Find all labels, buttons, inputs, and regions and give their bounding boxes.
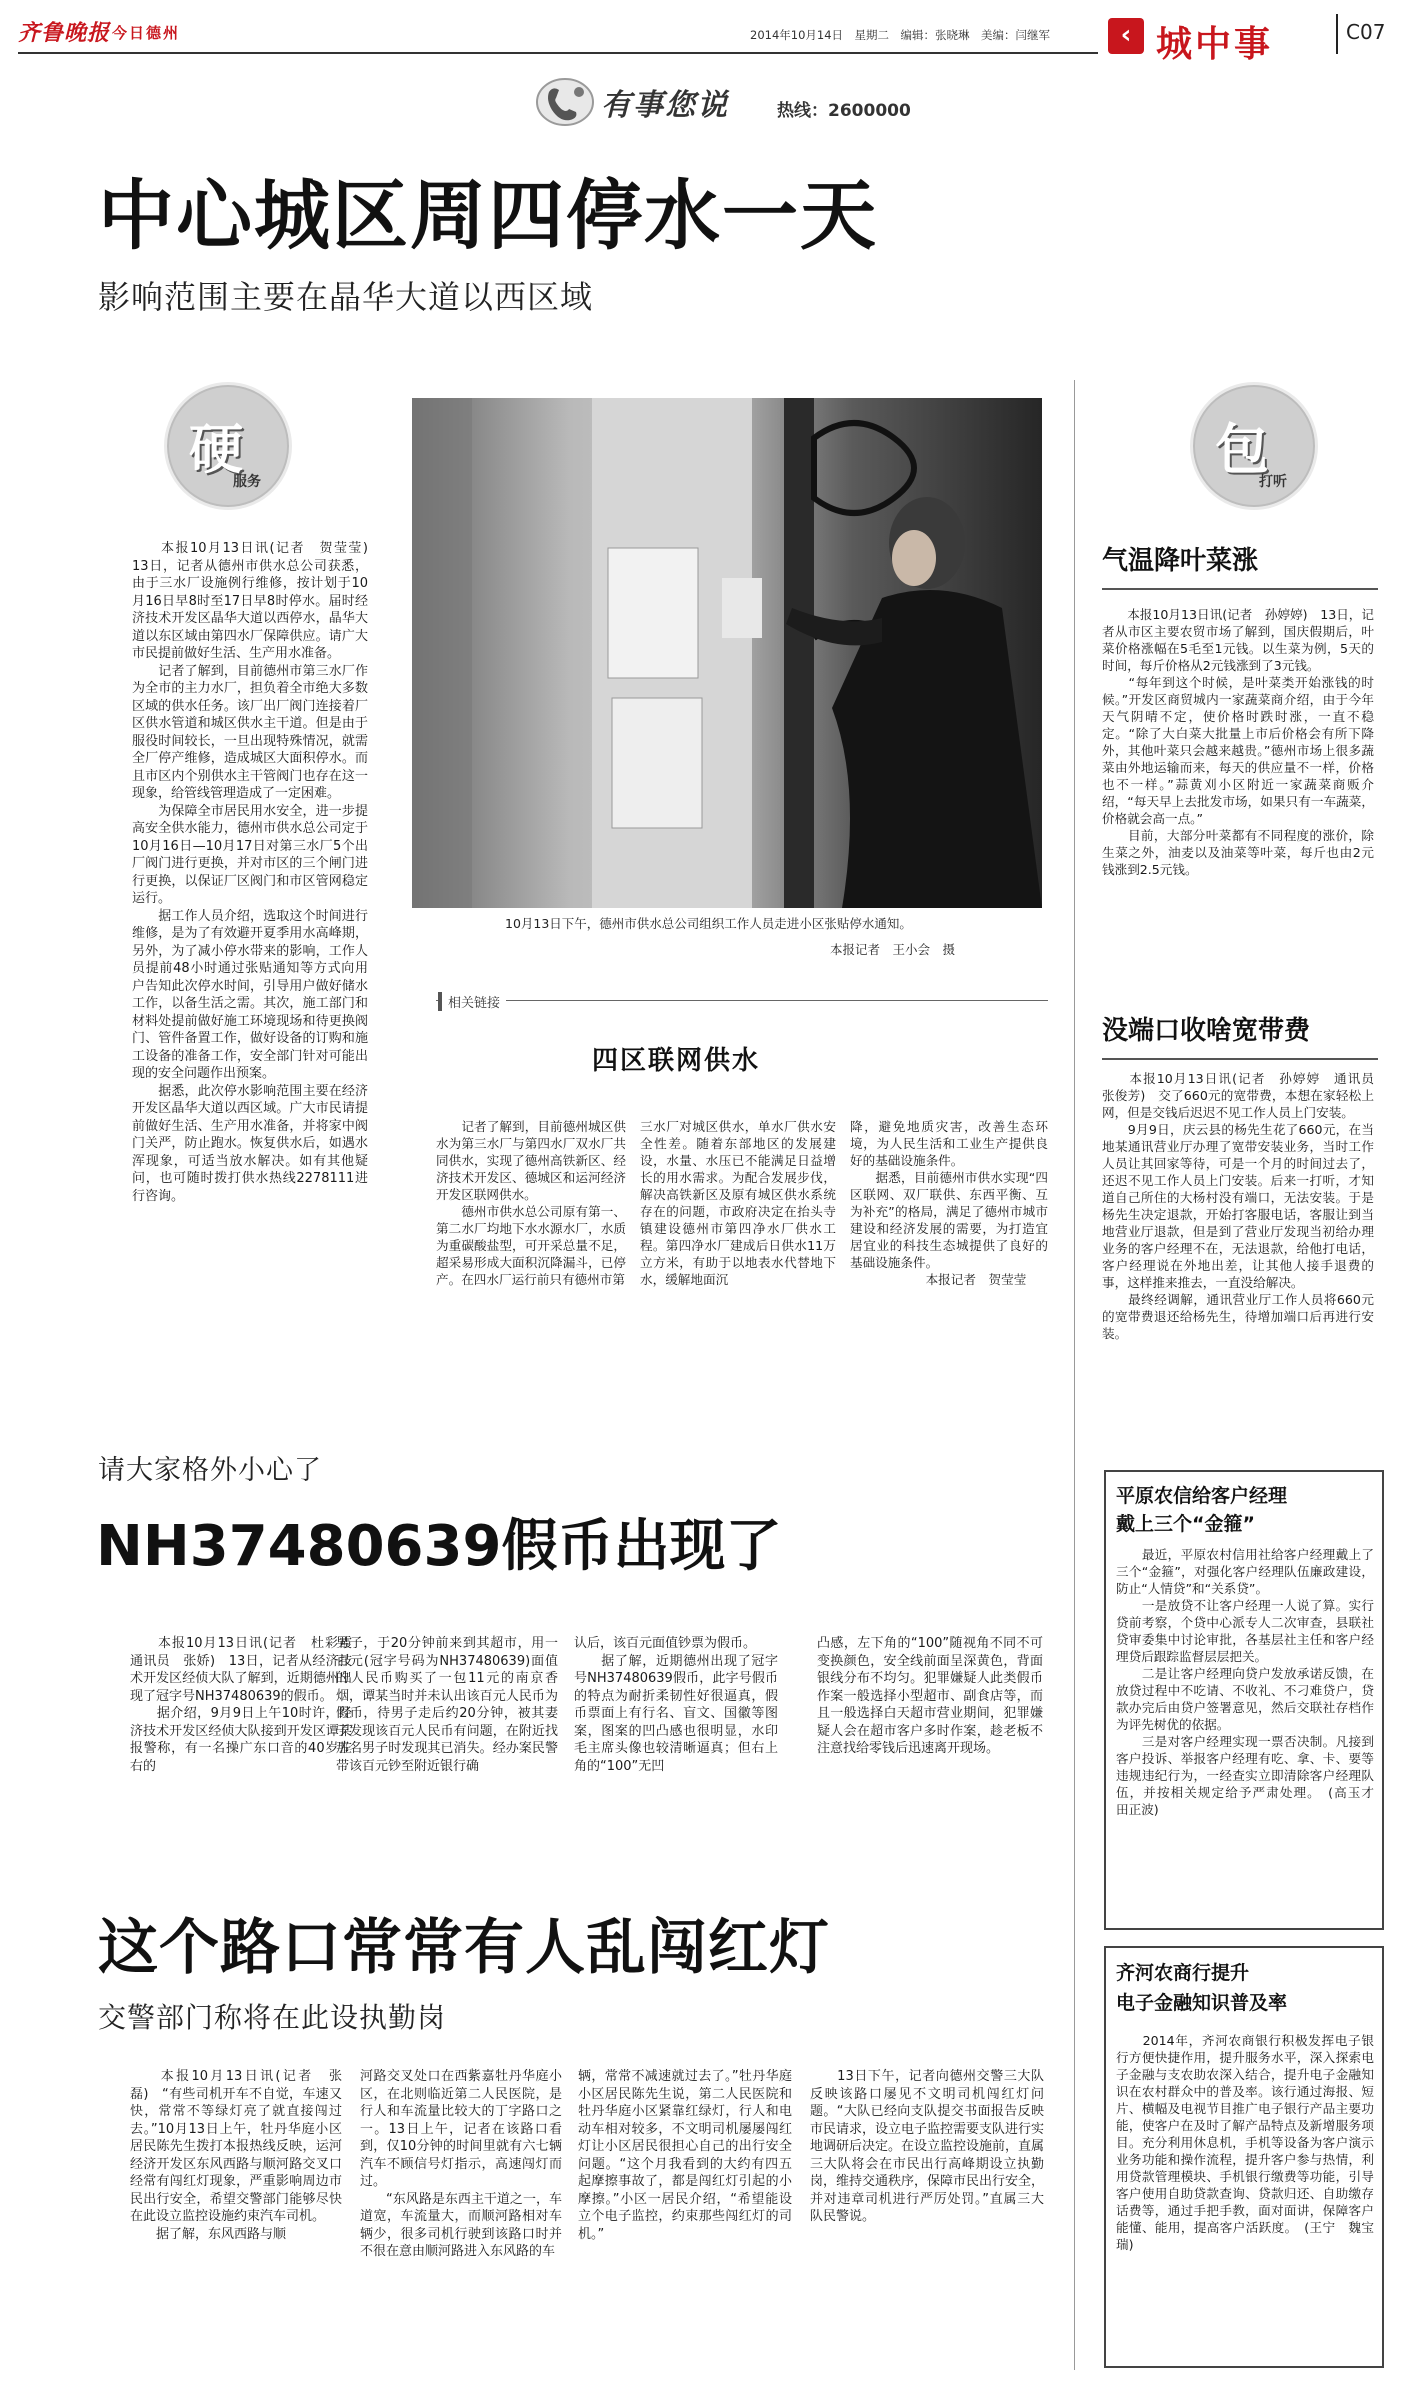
page-divider	[1336, 14, 1338, 54]
story1-photo	[412, 398, 1042, 908]
badge-label: 服务	[233, 474, 261, 490]
related-title: 四区联网供水	[592, 1046, 761, 1076]
story2-col3: 认后，该百元面值钞票为假币。 据了解，近期德州出现了冠字号NH37480639假币，此字号假币的特点为耐折柔韧性好很逼真，假币票面上有行名、盲文、国徽等图案，图案的凹凸感也很明显，水印毛主席头像也较清晰逼真；但右上角的“100”无凹	[574, 1636, 778, 1774]
hard-service-badge	[164, 382, 292, 510]
related-col1: 记者了解到，目前德州城区供水为第三水厂与第四水厂双水厂共同供水，实现了德州高铁新区、经济技术开发区、德城区和运河经济开发区联网供水。 德州市供水总公司原有第一、第二水厂均地下水水源水厂，水质为重碳酸盐型，可开采总量不足，超采易形成大面积沉降漏斗，已停产。在四水厂运行前只有德州市第	[436, 1119, 626, 1287]
story3-col2: 河路交叉处口在西紫嘉牡丹华庭小区，在北则临近第二人民医院，是行人和车流量比较大的丁字路口之一。13日上午，记者在该路口看到，仅10分钟的时间里就有六七辆汽车不顾信号灯指示，高速闯灯而过。 “东风路是东西主干道之一，车道宽，车流量大，而顺河路相对车辆少，很多司机行驶到该路口时并不很在意由顺河路进入东风路的车	[360, 2069, 562, 2259]
section-name: 今日德州	[112, 24, 181, 42]
badge-label: 打听	[1259, 474, 1287, 490]
story3-headline: 这个路口常常有人乱闯红灯	[98, 1913, 830, 1983]
story3-subhead: 交警部门称将在此设执勤岗	[98, 2001, 447, 2034]
side-box2-text: 2014年，齐河农商银行积极发挥电子银行方便快捷作用，提升服务水平，深入探索电子金融与支农助农深入结合，提升电子金融知识在农村群众中的普及率。该行通过海报、短片、横幅及电视节目推广电子银行产品主要功能，使客户在及时了解产品特点及新增服务项目。充分利用休息机，手机等设备为客户演示业务功能和操作流程，提升客户参与热情，利用贷款管理模块、手机银行缴费等功能，引导客户使用自助贷款查询、贷款归还、自助缴存话费等，通过手把手教，面对面讲，保障客户能懂、能用，提高客户活跃度。 (王宁 魏宝瑞)	[1116, 2033, 1374, 2252]
side-box1	[1104, 1470, 1384, 1930]
banner-hotline: 热线：2600000	[777, 101, 911, 121]
side-story2-rule	[1102, 1058, 1378, 1060]
related-col2: 三水厂对城区供水，单水厂供水安全性差。随着东部地区的发展建设，水量、水压已不能满足日益增长的用水需求。为配合发展步伐，解决高铁新区及原有城区供水系统存在的问题，市政府决定在抬头寺镇建设德州市第四净水厂供水工程。第四净水厂建成后日供水11万立方米，有助于以地表水代替地下水，缓解地面沉	[640, 1119, 836, 1287]
badge-char: 包	[1215, 417, 1269, 481]
story2-headline: NH37480639假币出现了	[96, 1514, 782, 1579]
story3-col1: 本报10月13日讯(记者 张磊) “有些司机开车不自觉，车速又快，常常不等绿灯亮了就直接闯过去。”10月13日上午，牡丹华庭小区居民陈先生拨打本报热线反映，运河经济开发区东风西路与顺河路交叉口经常有闯红灯现象，严重影响周边市民出行安全，希望交警部门能够尽快在此设立监控设施约束汽车司机。 据了解，东风西路与顺	[130, 2069, 342, 2242]
page-number: C07	[1346, 20, 1386, 44]
masthead-rule	[18, 52, 1098, 54]
side-box1-title: 平原农信给客户经理 戴上三个“金箍”	[1116, 1485, 1288, 1535]
photo-caption: 10月13日下午，德州市供水总公司组织工作人员走进小区张贴停水通知。	[505, 916, 912, 931]
side-box2-title: 齐河农商行提升 电子金融知识普及率	[1116, 1962, 1288, 2014]
story2-kicker: 请大家格外小心了	[98, 1455, 322, 1486]
story3-col3: 辆，常常不减速就过去了。”牡丹华庭小区居民陈先生说，第二人民医院和牡丹华庭小区紧靠红绿灯，行人和电动车相对较多，不文明司机屡屡闯红灯让小区居民很担心自己的出行安全问题。“这个月我看到的大约有四五起摩擦事故了，都是闯红灯引起的小摩擦。”小区一居民介绍，“希望能设立个电子监控，约束那些闯红灯的司机。”	[578, 2069, 792, 2242]
related-tag: 相关链接	[438, 992, 506, 1011]
story1-col1: 本报10月13日讯(记者 贺莹莹) 13日，记者从德州市供水总公司获悉，由于三水厂设施例行维修，按计划于10月16日早8时至17日早8时停水。届时经济技术开发区晶华大道以西停水，晶华大道以东区域由第四水厂保障供应。请广大市民提前做好生活、生产用水准备。 记者了解到，目前德州市第三水厂作为全市的主力水厂，担负着全市绝大多数区域的供水任务。该厂出厂阀门连接着厂区供水管道和城区供水主干道。但是由于服役时间较长，一旦出现特殊情况，就需全厂停产维修，造成城区大面积停水。而且市区内个别供水主干管阀门也存在这一现象，给管线管理造成了一定困难。 为保障全市居民用水安全，进一步提高安全供水能力，德州市供水总公司定于10月16日—10月17日对第三水厂5个出厂阀门进行更换，并对市区的三个闸门进行更换，以保证厂区阀门和市区管网稳定运行。 据工作人员介绍，选取这个时间进行维修，是为了有效避开夏季用水高峰期，另外，为了减小停水带来的影响，工作人员提前48小时通过张贴通知等方式向用户告知此次停水时间，引导用户做好储水工作，以备生活之需。其次，施工部门和材料处提前做好施工环境现场和待更换阀门、管件备置工作，做好设备的订购和施工设备的准备工作，安全部门针对可能出现的安全问题作出预案。 据悉，此次停水影响范围主要在经济开发区晶华大道以西区域。广大市民请提前做好生活、生产用水准备，并将家中阀门关严，防止跑水。恢复供水后，如遇水浑现象，可适当放水解决。如有其他疑问，也可随时拨打供水热线2278111进行咨询。	[132, 541, 368, 1204]
badge-char: 硬	[189, 417, 243, 481]
related-col3: 降，避免地质灾害，改善生态环境，为人民生活和工业生产提供良好的基础设施条件。 据悉，目前德州市供水实现“四区联网、双厂联供、东西平衡、互为补充”的格局，满足了德州市城市建设和经济发展的需要，为打造宜居宜业的科技生态城提供了良好的基础设施条件。 本报记者 贺莹莹	[850, 1119, 1048, 1287]
story1-headline: 中心城区周四停水一天	[98, 171, 878, 260]
story2-col2: 男子，于20分钟前来到其超市，用一百元(冠字号码为NH37480639)面值的人民币购买了一包11元的南京香烟，谭某当时并未认出该百元人民币为假币，待男子走后约20分钟，被其妻子发现该百元人民币有问题，在附近找那名男子时发现其已消失。经办案民警带该百元钞至附近银行确	[336, 1636, 558, 1774]
paper-logo: 齐鲁晚报	[18, 20, 111, 46]
hotline-banner	[535, 74, 935, 130]
phone-icon	[535, 76, 595, 128]
masthead	[0, 0, 1409, 70]
story2-col1: 本报10月13日讯(记者 杜彩霞 通讯员 张娇) 13日，记者从经济技术开发区经侦大队了解到，近期德州出现了冠字号NH37480639的假币。 据介绍，9月9日上午10时许，经济技术开发区经侦大队接到开发区谭某报警称，有一名操广东口音的40岁左右的	[130, 1636, 352, 1774]
photo-illustration	[412, 398, 1042, 908]
banner-title: 有事您说	[601, 88, 729, 123]
story3-col4: 13日下午，记者向德州交警三大队反映该路口屡见不文明司机闯红灯问题。“大队已经向支队提交书面报告反映市民请求，设立电子监控需要支队进行实地调研后决定。在设立监控设施前，直属三大队将会在市民出行高峰期设立执勤岗，维持交通秩序，保障市民出行安全，并对违章司机进行严厉处罚。”直属三大队民警说。	[810, 2069, 1044, 2224]
related-rule	[436, 1000, 1048, 1001]
sidebar-divider	[1074, 380, 1075, 2370]
side-box2	[1104, 1946, 1384, 2368]
side-story1-rule	[1102, 588, 1378, 590]
side-story1-title: 气温降叶菜涨	[1102, 546, 1259, 576]
photo-credit: 本报记者 王小会 摄	[830, 942, 956, 957]
inquiry-badge	[1190, 382, 1318, 510]
column-title: 城中事	[1156, 24, 1274, 65]
column-icon: ‹	[1108, 18, 1144, 54]
side-box1-text: 最近，平原农村信用社给客户经理戴上了三个“金箍”，对强化客户经理队伍廉政建设，防止“人情贷”和“关系贷”。 一是放贷不让客户经理一人说了算。实行贷前考察，个贷中心派专人二次审查，县联社贷审委集中讨论审批，各基层社主任和客户经理贷后跟踪监督层层把关。 二是让客户经理向贷户发放承诺反馈，在放贷过程中不吃请、不收礼、不刁难贷户，贷款办完后由贷户签署意见，然后交联社存档作为评先树优的依据。 三是对客户经理实现一票否决制。凡接到客户投诉、举报客户经理有吃、拿、卡、要等违规违纪行为，一经查实立即清除客户经理队伍，并按相关规定给予严肃处理。 (高玉才 田正波)	[1116, 1547, 1374, 1817]
story1-subhead: 影响范围主要在晶华大道以西区域	[98, 278, 594, 316]
side-story2-title: 没端口收啥宽带费	[1102, 1016, 1311, 1046]
side-story1-text: 本报10月13日讯(记者 孙婷婷) 13日，记者从市区主要农贸市场了解到，国庆假期后，叶菜价格涨幅在5毛至1元钱。以生菜为例，5天的时间，每斤价格从2元钱涨到了3元钱。 “每年到这个时候，是叶菜类开始涨钱的时候。”开发区商贸城内一家蔬菜商介绍，由于今年天气阴晴不定，使价格时跌时涨，一直不稳定。“除了大白菜大批量上市后价格会有所下降外，其他叶菜只会越来越贵。”德州市场上很多蔬菜由外地运输而来，每天的供应量不一样，价格也不一样。”蒜黄刈小区附近一家蔬菜商贩介绍，“每天早上去批发市场，如果只有一车蔬菜，价格就会高一点。” 目前，大部分叶菜都有不同程度的涨价，除生菜之外，油麦以及油菜等叶菜，每斤也由2元钱涨到2.5元钱。	[1102, 607, 1374, 877]
date-line: 2014年10月14日 星期二 编辑：张晓琳 美编：闫继军	[750, 28, 1051, 42]
story2-col4: 凸感，左下角的“100”随视角不同不可变换颜色，安全线前面呈深黄色，背面银线分布不均匀。犯罪嫌疑人此类假币作案一般选择小型超市、副食店等，而且一般选择白天超市营业期间，犯罪嫌疑人会在超市客户多时作案，趁老板不注意找给零钱后迅速离开现场。	[817, 1636, 1043, 1756]
side-story2-text: 本报10月13日讯(记者 孙婷婷 通讯员 张俊芳) 交了660元的宽带费，本想在家轻松上网，但是交钱后迟迟不见工作人员上门安装。 9月9日，庆云县的杨先生花了660元，在当地某通讯营业厅办理了宽带安装业务，当时工作人员让其回家等待，可是一个月的时间过去了，还迟不见工作人员上门安装。后来一打听，才知道自己所住的大杨村没有端口，无法安装。于是杨先生决定退款，开始打客服电话，客服让到当地营业厅退款，但是到了营业厅发现当初给办理业务的客户经理不在，无法退款，给他打电话，客户经理说在外地出差，让其他人接手退费的事，这样推来推去，一直没给解决。 最终经调解，通讯营业厅工作人员将660元的宽带费退还给杨先生，待增加端口后再进行安装。	[1102, 1071, 1374, 1341]
column-tab	[1108, 16, 1324, 65]
